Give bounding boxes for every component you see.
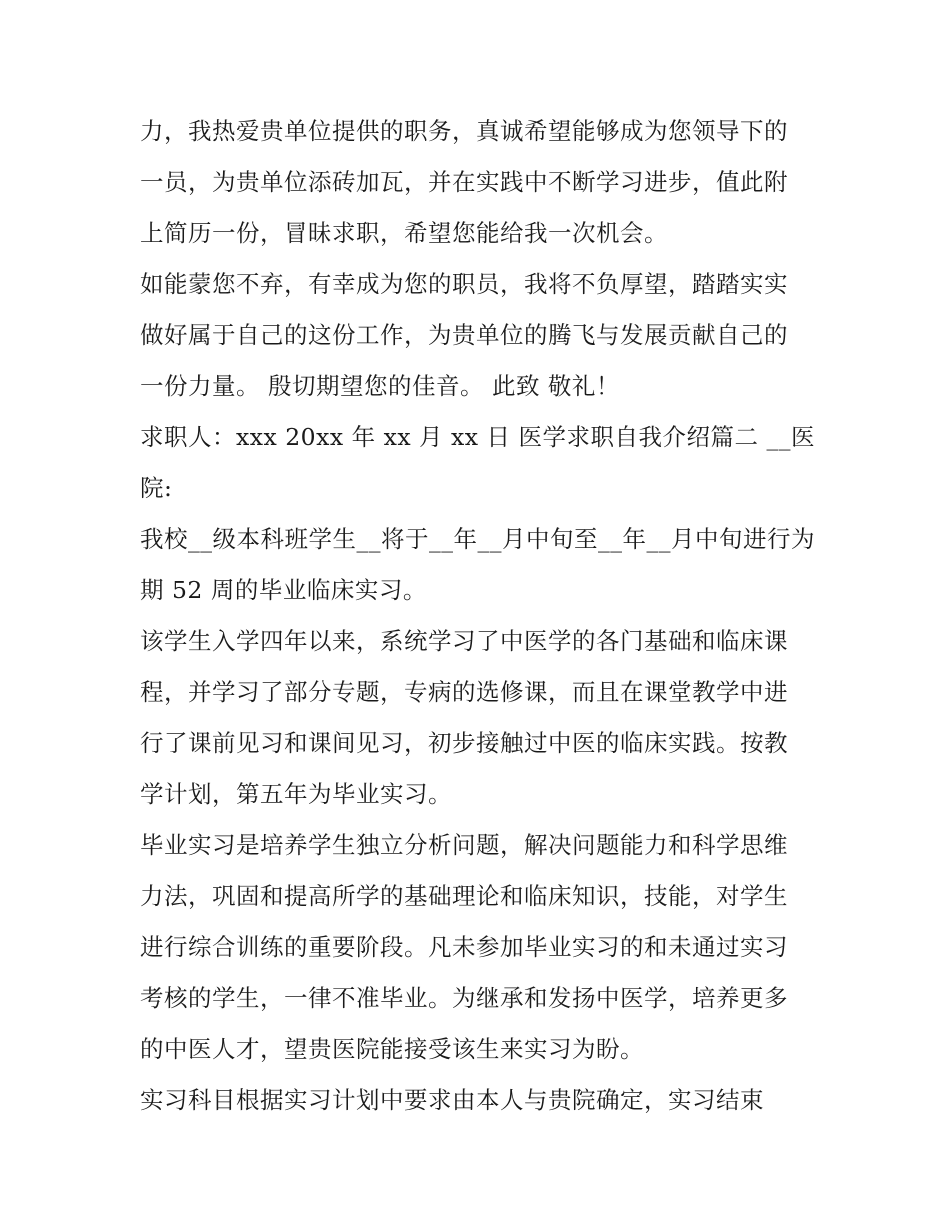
text-line: 该学生入学四年以来，系统学习了中医学的各门基础和临床课 bbox=[140, 627, 788, 655]
text-line: 如能蒙您不弃，有幸成为您的职员，我将不负厚望，踏踏实实 bbox=[140, 270, 788, 298]
text-line: 我校__级本科班学生__将于__年__月中旬至__年__月中旬进行为 bbox=[140, 525, 815, 553]
text-line: 一员，为贵单位添砖加瓦，并在实践中不断学习进步，值此附 bbox=[140, 168, 788, 196]
text-line: 学计划，第五年为毕业实习。 bbox=[140, 780, 452, 808]
text-line: 程，并学习了部分专题，专病的选修课，而且在课堂教学中进 bbox=[140, 678, 788, 706]
document-body bbox=[140, 106, 820, 1126]
text-line: 进行综合训练的重要阶段。凡未参加毕业实习的和未通过实习 bbox=[140, 933, 788, 961]
text-line: 力法，巩固和提高所学的基础理论和临床知识，技能，对学生 bbox=[140, 882, 788, 910]
text-line: 实习科目根据实习计划中要求由本人与贵院确定，实习结束 bbox=[140, 1086, 764, 1114]
text-line: 做好属于自己的这份工作，为贵单位的腾飞与发展贡献自己的 bbox=[140, 321, 788, 349]
text-line: 一份力量。 殷切期望您的佳音。 此致 敬礼！ bbox=[140, 372, 620, 400]
text-line: 期 52 周的毕业临床实习。 bbox=[140, 576, 427, 604]
text-line: 行了课前见习和课间见习，初步接触过中医的临床实践。按教 bbox=[140, 729, 788, 757]
text-line: 院: bbox=[140, 474, 173, 502]
text-line: 毕业实习是培养学生独立分析问题，解决问题能力和科学思维 bbox=[140, 831, 788, 859]
text-line: 考核的学生，一律不准毕业。为继承和发扬中医学，培养更多 bbox=[140, 984, 788, 1012]
text-line: 求职人：xxx 20xx 年 xx 月 xx 日 医学求职自我介绍篇二 __医 bbox=[140, 423, 815, 451]
text-line: 力，我热爱贵单位提供的职务，真诚希望能够成为您领导下的 bbox=[140, 117, 788, 145]
text-line: 上简历一份，冒昧求职，希望您能给我一次机会。 bbox=[140, 219, 668, 247]
text-line: 的中医人才，望贵医院能接受该生来实习为盼。 bbox=[140, 1035, 644, 1063]
